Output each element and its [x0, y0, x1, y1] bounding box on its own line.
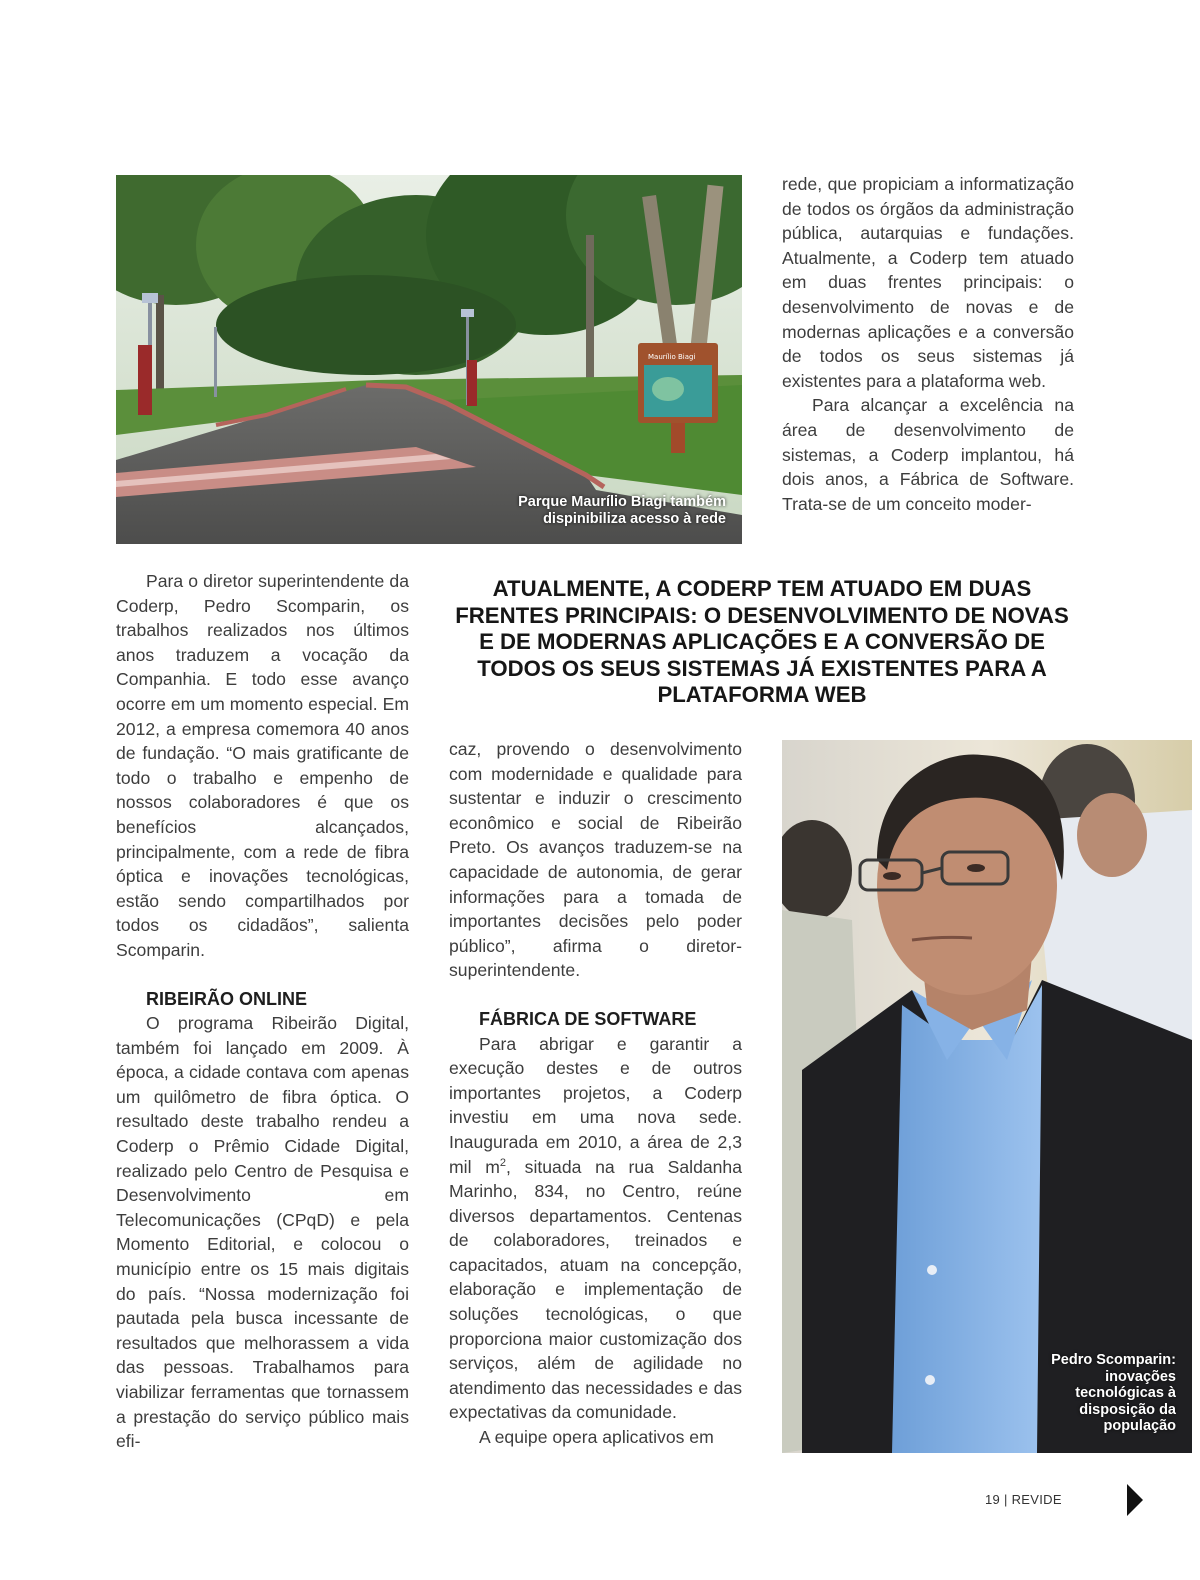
middle-body-part-1: Para abrigar e garantir a execução destes e de outros importantes projetos, a Coderp investiu em uma nova sede. Inaugurada em 2010, a área de 2,3 mil m	[449, 1033, 742, 1177]
portrait-scene	[782, 740, 1192, 1453]
middle-body-paragraph	[449, 1032, 742, 1426]
right-top-paragraph-1: rede, que propiciam a informatização de todos os órgãos da administração pública, autarquias e fundações. Atualmente, a Coderp tem atuado em duas frentes principais: o desenvolvimento de novas e de modernas aplicações e a conversão de todos os seus sistemas já existentes para a plataforma web.	[782, 174, 1074, 391]
subhead-ribeirao-online: RIBEIRÃO ONLINE	[146, 988, 308, 1009]
left-intro-paragraph: Para o diretor superintendente da Coderp, Pedro Scomparin, os trabalhos realizados nos últimos anos traduzem a vocação da Companhia. E todo esse avanço ocorre em um momento especial. Em 2012, a empresa comemora 40 anos de fundação. “O mais gratificante de todo o trabalho e empenho de nossos colaboradores é que os benefícios alcançados, principalmente, com a rede de fibra óptica e inovações tecnológicas, estão sendo compartilhados por todos os cidadãos”, salienta Scomparin.	[116, 571, 409, 960]
left-body-paragraph: O programa Ribeirão Digital, também foi lançado em 2009. À época, a cidade contava com apenas um quilômetro de fibra óptica. O resultado deste trabalho rendeu a Coderp o Prêmio Cidade Digital, realizado pelo Centro de Pesquisa e Desenvolvimento em Telecomunicações (CPqD) e pela Momento Editorial, e colocou o município entre os 15 mais digitais do país. “Nossa modernização foi pautada pela busca incessante de resultados que melhorassem a vida das pessoas. Trabalhamos para viabilizar ferramentas que tornassem a prestação do serviço público mais efi-	[116, 1013, 409, 1452]
middle-column	[449, 737, 742, 1450]
magazine-name: REVIDE	[1011, 1492, 1062, 1507]
park-scene	[116, 175, 742, 544]
page-number: 19	[985, 1492, 1001, 1507]
middle-continuation-paragraph: caz, provendo o desenvolvimento com modernidade e qualidade para sustentar e induzir o crescimento econômico e social de Ribeirão Preto. Os avanços traduzem-se na capacidade de autonomia, de gerar informações para a tomada de importantes decisões pelo poder público”, afirma o diretor-superintendente.	[449, 739, 742, 981]
folio-separator: |	[1003, 1492, 1008, 1507]
subhead-fabrica-de-software: FÁBRICA DE SOFTWARE	[479, 1008, 697, 1029]
page-folio	[985, 1492, 1062, 1507]
right-top-paragraph-2: Para alcançar a excelência na área de desenvolvimento de sistemas, a Coderp implantou, há dois anos, a Fábrica de Software. Trata-se de um conceito moder-	[782, 395, 1074, 514]
park-photo-caption: Parque Maurílio Biagi também dispinibiliza acesso à rede	[518, 494, 726, 527]
portrait-photo	[782, 740, 1192, 1453]
park-photo	[116, 175, 742, 544]
left-column	[116, 569, 409, 1454]
area-superscript: 2	[499, 1156, 507, 1169]
park-sign-text: Maurílio Biagi	[648, 353, 696, 361]
portrait-photo-caption: Pedro Scomparin: inovações tecnológicas à disposição da população	[1051, 1352, 1176, 1435]
next-page-arrow-icon[interactable]	[1127, 1484, 1143, 1516]
middle-body-part-2: , situada na rua Saldanha Marinho, 834, no Centro, reúne diversos departamentos. Centenas de colaboradores, treinados e capacitados, atuam na concepção, elaboração e implementação de soluções tecnológicas, o que proporciona maior customização dos serviços, além de agilidade no atendimento das necessidades e das expectativas da comunidade.	[449, 1156, 742, 1423]
right-top-column	[782, 172, 1074, 516]
middle-last-paragraph: A equipe opera aplicativos em	[479, 1427, 714, 1448]
pull-quote: ATUALMENTE, A CODERP TEM ATUADO EM DUAS FRENTES PRINCIPAIS: O DESENVOLVIMENTO DE NOVAS E DE MODERNAS APLICAÇÕES E A CONVERSÃO DE TODOS OS SEUS SISTEMAS JÁ EXISTENTES PARA A PLATAFORMA WEB	[455, 576, 1069, 708]
